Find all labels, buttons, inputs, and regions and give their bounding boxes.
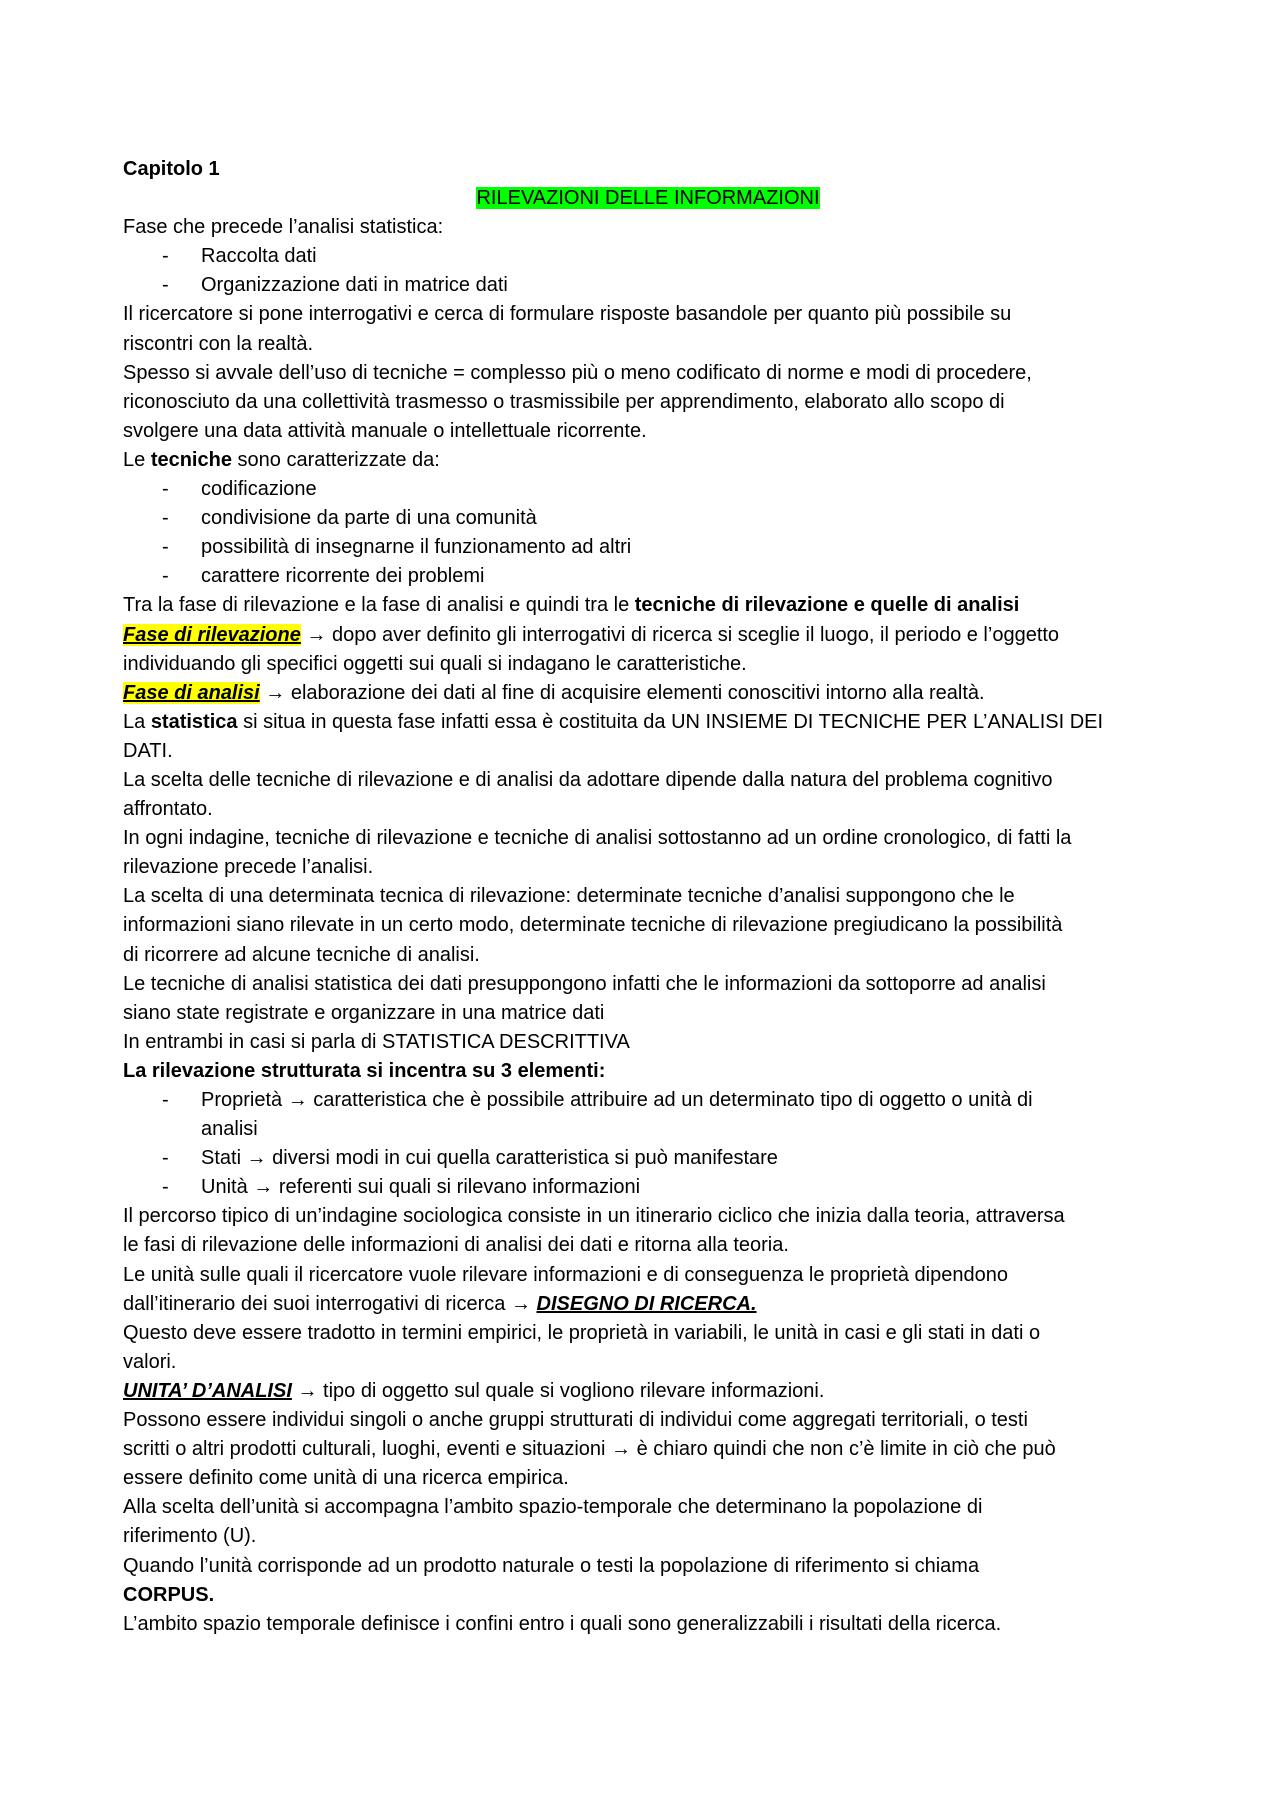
paragraph-unita-analisi: UNITA’ D’ANALISI → tipo di oggetto sul quale si vogliono rilevare informazioni.	[123, 1379, 825, 1402]
paragraph-line: In ogni indagine, tecniche di rilevazione e tecniche di analisi sottostanno ad un ordine cronologico, di fatti la	[123, 827, 1072, 850]
document-page	[123, 155, 1173, 1639]
paragraph-line: Il percorso tipico di un’indagine sociologica consiste in un itinerario ciclico che inizia dalla teoria, attraversa	[123, 1205, 1065, 1228]
paragraph-line: La scelta di una determinata tecnica di rilevazione: determinate tecniche d’analisi suppongono che le	[123, 885, 1015, 908]
paragraph-line: Questo deve essere tradotto in termini empirici, le proprietà in variabili, le unità in casi e gli stati in dati o	[123, 1321, 1041, 1344]
paragraph-line: DATI.	[123, 739, 173, 762]
list-item: - Organizzazione dati in matrice dati	[123, 271, 1173, 300]
paragraph-line: di ricorrere ad alcune tecniche di analisi.	[123, 943, 480, 966]
section-title	[123, 184, 1173, 213]
list-item: - possibilità di insegnarne il funzionamento ad altri	[123, 533, 1173, 562]
list-item: - Unità → referenti sui quali si rilevano informazioni	[123, 1173, 1173, 1202]
paragraph-line: individuando gli specifici oggetti sui quali si indagano le caratteristiche.	[123, 652, 747, 675]
chapter-heading: Capitolo 1	[123, 158, 220, 180]
paragraph-line: le fasi di rilevazione delle informazioni di analisi dei dati e ritorna alla teoria.	[123, 1234, 789, 1257]
list-item: - carattere ricorrente dei problemi	[123, 562, 1173, 591]
arrow-icon: →	[306, 623, 327, 646]
arrow-icon: →	[297, 1379, 318, 1402]
list-item: - condivisione da parte di una comunità	[123, 504, 1173, 533]
term-corpus: CORPUS.	[123, 1583, 215, 1606]
arrow-icon: →	[265, 681, 286, 704]
arrow-icon: →	[611, 1438, 632, 1461]
paragraph-line: Il ricercatore si pone interrogativi e cerca di formulare risposte basandole per quanto più possibile su	[123, 303, 1012, 326]
paragraph-line: svolgere una data attività manuale o intellettuale ricorrente.	[123, 419, 647, 442]
section-title-text: RILEVAZIONI DELLE INFORMAZIONI	[476, 187, 820, 210]
arrow-icon: →	[253, 1176, 274, 1199]
paragraph-line: Le tecniche di analisi statistica dei dati presuppongono infatti che le informazioni da sottoporre ad analisi	[123, 972, 1046, 995]
paragraph-line: Tra la fase di rilevazione e la fase di analisi e quindi tra le tecniche di rilevazione e quelle di analisi	[123, 594, 1020, 617]
arrow-icon: →	[246, 1147, 267, 1170]
arrow-icon: →	[287, 1089, 308, 1111]
paragraph-line: L’ambito spazio temporale definisce i confini entro i quali sono generalizzabili i risultati della ricerca.	[123, 1612, 1002, 1635]
bullet-dash: -	[162, 245, 169, 268]
bullet-dash: -	[162, 274, 169, 297]
list-item: - codificazione	[123, 475, 1173, 504]
paragraph-statistica: La statistica si situa in questa fase infatti essa è costituita da UN INSIEME DI TECNICHE PER L’ANALISI DEI	[123, 710, 1104, 733]
bullet-dash: -	[162, 1176, 169, 1199]
paragraph-line: riscontri con la realtà.	[123, 332, 314, 355]
paragraph-line: La scelta delle tecniche di rilevazione e di analisi da adottare dipende dalla natura del problema cognitivo	[123, 768, 1053, 791]
paragraph-line: informazioni siano rilevate in un certo modo, determinate tecniche di rilevazione pregiudicano la possibilità	[123, 914, 1063, 937]
paragraph-fase-rilevazione: Fase di rilevazione → dopo aver definito gli interrogativi di ricerca si sceglie il luogo, il periodo e l’oggetto	[123, 623, 1060, 646]
bullet-dash: -	[162, 1089, 169, 1111]
bullet-dash: -	[162, 478, 169, 501]
paragraph-line: Alla scelta dell’unità si accompagna l’ambito spazio-temporale che determinano la popolazione di	[123, 1496, 983, 1519]
term-fase-analisi: Fase di analisi	[123, 681, 260, 704]
paragraph-line: valori.	[123, 1350, 177, 1373]
bullet-dash: -	[162, 507, 169, 530]
bullet-dash: -	[162, 536, 169, 559]
paragraph-line: Le unità sulle quali il ricercatore vuole rilevare informazioni e di conseguenza le proprietà dipendono	[123, 1263, 1008, 1286]
paragraph-intro: Fase che precede l’analisi statistica:	[123, 216, 444, 239]
paragraph-line: riferimento (U).	[123, 1525, 257, 1548]
term-unita-analisi: UNITA’ D’ANALISI	[123, 1379, 292, 1402]
paragraph-line: rilevazione precede l’analisi.	[123, 856, 374, 879]
term-disegno-ricerca: DISEGNO DI RICERCA.	[536, 1292, 757, 1315]
term-fase-rilevazione: Fase di rilevazione	[123, 623, 301, 646]
paragraph-fase-analisi: Fase di analisi → elaborazione dei dati al fine di acquisire elementi conoscitivi intorno alla realtà.	[123, 681, 985, 704]
list-item: - Raccolta dati	[123, 242, 1173, 271]
list-item: - Stati → diversi modi in cui quella caratteristica si può manifestare	[123, 1144, 1173, 1173]
paragraph-line: siano state registrate e organizzare in una matrice dati	[123, 1001, 605, 1024]
list-item: - Proprietà → caratteristica che è possibile attribuire ad un determinato tipo di oggetto o unità di	[123, 1086, 1173, 1115]
paragraph-line: Quando l’unità corrisponde ad un prodotto naturale o testi la popolazione di riferimento si chiama	[123, 1554, 980, 1577]
paragraph-line: In entrambi in casi si parla di STATISTICA DESCRITTIVA	[123, 1030, 630, 1053]
paragraph-line: Possono essere individui singoli o anche gruppi strutturati di individui come aggregati territoriali, o testi	[123, 1409, 1028, 1432]
paragraph-line: Spesso si avvale dell’uso di tecniche = complesso più o meno codificato di norme e modi di procedere,	[123, 361, 1032, 384]
subheading-rilevazione-strutturata: La rilevazione strutturata si incentra su 3 elementi:	[123, 1059, 606, 1082]
arrow-icon: →	[510, 1292, 531, 1315]
list-item-continuation: analisi	[201, 1118, 258, 1141]
paragraph-line: essere definito come unità di una ricerca empirica.	[123, 1467, 569, 1490]
paragraph-line: affrontato.	[123, 798, 213, 821]
bullet-dash: -	[162, 565, 169, 588]
paragraph-line: scritti o altri prodotti culturali, luoghi, eventi e situazioni → è chiaro quindi che non c’è limite in ciò che può	[123, 1438, 1056, 1461]
paragraph-line: riconosciuto da una collettività trasmesso o trasmissibile per apprendimento, elaborato allo scopo di	[123, 390, 1005, 413]
paragraph-tecniche: Le tecniche sono caratterizzate da:	[123, 448, 440, 471]
paragraph-disegno-ricerca: dall’itinerario dei suoi interrogativi di ricerca → DISEGNO DI RICERCA.	[123, 1292, 757, 1315]
bullet-dash: -	[162, 1147, 169, 1170]
